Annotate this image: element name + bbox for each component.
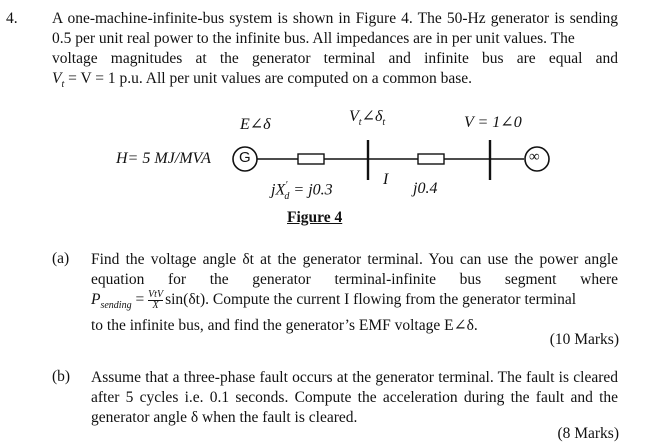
part-a-text	[91, 250, 618, 336]
xd-reactance-box	[298, 154, 324, 164]
vt-symbol: V	[52, 70, 62, 87]
current-label: I	[383, 171, 389, 188]
line-reactance-label: j0.4	[413, 180, 438, 197]
xd-value: = j0.3	[289, 181, 333, 199]
vt-equation: = V = 1 p.u.	[64, 70, 143, 87]
fraction-denominator: X	[152, 300, 159, 311]
vt-subscript: t	[61, 79, 65, 91]
part-b-line-3: generator angle δ when the fault is cleared.	[91, 409, 358, 426]
xd-label	[271, 180, 333, 202]
xd-sup: ′	[285, 180, 288, 191]
p-subscript: sending	[100, 300, 132, 312]
fraction-numerator: VtV	[148, 289, 164, 300]
vt-angle-sub: t	[382, 117, 386, 129]
part-b-line-1: Assume that a three-phase fault occurs at the generator terminal. The fault is cleared	[91, 369, 618, 386]
part-a-line-2: equation for the generator terminal-infinite bus segment where	[91, 271, 618, 288]
vt-sub: t	[358, 117, 362, 129]
generator-symbol: G	[239, 149, 251, 166]
p-symbol: P	[91, 291, 101, 309]
infinite-symbol: ∞	[529, 149, 540, 165]
intro-line-1: A one-machine-infinite-bus system is shown in Figure 4. The 50-Hz generator is sending	[52, 10, 618, 27]
part-b-line-2: after 5 cycles i.e. 0.1 seconds. Compute the acceleration during the fault and the	[91, 389, 618, 406]
part-a-line-1: Find the voltage angle δt at the generator terminal. You can use the power angle	[91, 251, 618, 268]
vt-main: V	[349, 108, 359, 125]
emf-label: E∠δ	[240, 116, 271, 133]
inertia-label: H= 5 MJ/MVA	[116, 150, 211, 167]
intro-line-4-rest: All per unit values are computed on a common base.	[142, 70, 473, 87]
part-a-line-3-rest: sin(δt). Compute the current I flowing from the generator terminal	[165, 291, 577, 309]
part-a-marks: (10 Marks)	[549, 331, 619, 348]
power-fraction	[148, 290, 163, 311]
infinite-bus-voltage-label: V = 1∠0	[464, 114, 522, 131]
xd-sub: d	[284, 190, 290, 202]
part-a-label: (a)	[52, 250, 70, 267]
vt-angle: ∠δ	[361, 108, 383, 125]
part-b-marks: (8 Marks)	[557, 425, 619, 442]
intro-line-2: 0.5 per unit real power to the infinite bus. All impedances are in per unit values. The	[52, 30, 575, 47]
intro-line-3: voltage magnitudes at the generator terminal and infinite bus are equal and	[52, 50, 618, 67]
equals-sign: =	[131, 291, 149, 309]
part-a-line-4: to the infinite bus, and find the generator’s EMF voltage E∠δ.	[91, 317, 478, 335]
xd-main: jX	[271, 181, 286, 199]
question-number: 4.	[6, 10, 18, 27]
part-b-label: (b)	[52, 368, 71, 385]
line-reactance-box	[418, 154, 444, 164]
part-a-line-3	[91, 290, 618, 316]
part-b-text	[91, 368, 618, 428]
figure-title: Figure 4	[287, 209, 343, 226]
